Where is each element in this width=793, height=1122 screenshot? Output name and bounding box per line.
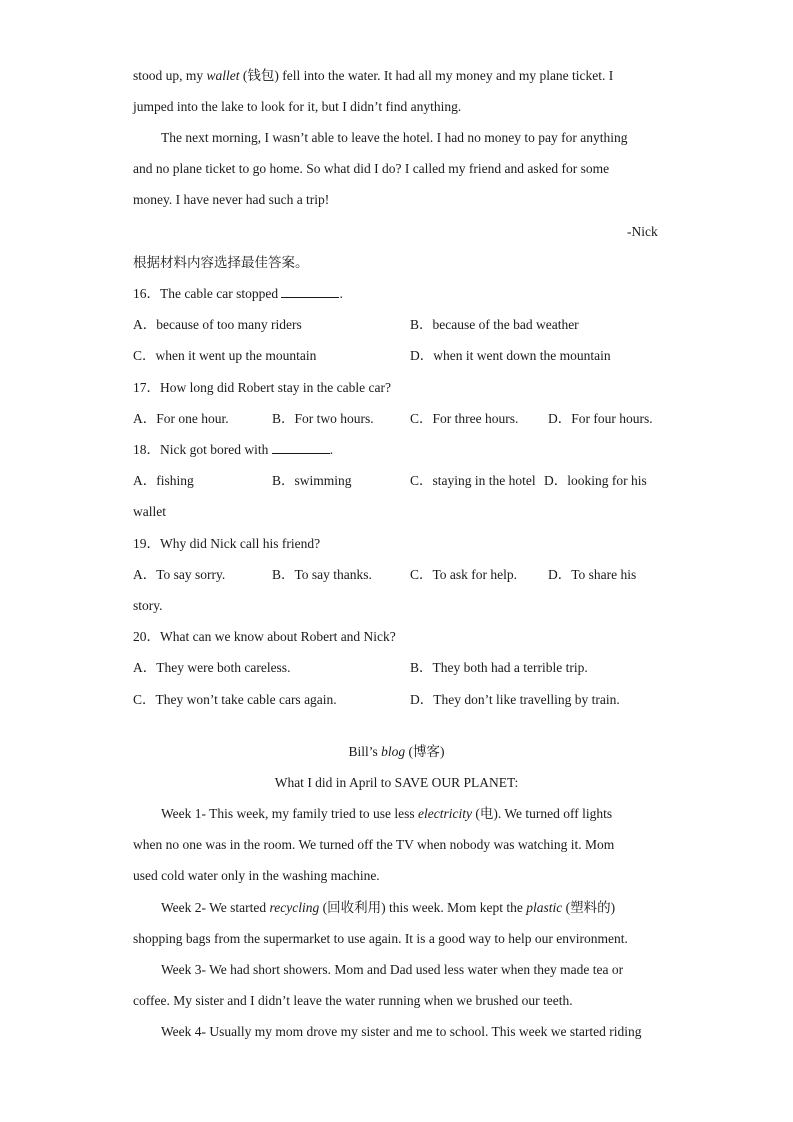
blog-line: used cold water only in the washing machine. <box>133 868 380 883</box>
question-16: 16．The cable car stopped . <box>133 286 343 301</box>
blog-line: coffee. My sister and I didn’t leave the water running when we brushed our teeth. <box>133 993 573 1008</box>
option-16-a: A．because of too many riders <box>133 317 302 332</box>
option-19-d-continued: story. <box>133 598 163 613</box>
passage-line: money. I have never had such a trip! <box>133 192 330 207</box>
option-16-d: D．when it went down the mountain <box>410 348 611 363</box>
option-19-a: A．To say sorry. <box>133 567 226 582</box>
signature: -Nick <box>627 224 658 239</box>
question-17: 17．How long did Robert stay in the cable car? <box>133 380 391 395</box>
option-20-b: B．They both had a terrible trip. <box>410 660 588 675</box>
option-17-c: C．For three hours. <box>410 411 519 426</box>
option-19-b: B．To say thanks. <box>272 567 372 582</box>
option-18-a: A．fishing <box>133 473 194 488</box>
option-16-c: C．when it went up the mountain <box>133 348 317 363</box>
option-19-d: D．To share his <box>548 567 637 582</box>
blog-subtitle: What I did in April to SAVE OUR PLANET: <box>274 775 519 790</box>
option-20-c: C．They won’t take cable cars again. <box>133 692 337 707</box>
option-17-d: D．For four hours. <box>548 411 653 426</box>
option-20-d: D．They don’t like travelling by train. <box>410 692 620 707</box>
instruction: 根据材料内容选择最佳答案。 <box>133 255 309 270</box>
question-18: 18．Nick got bored with . <box>133 442 334 457</box>
option-18-d: D．looking for his <box>544 473 647 488</box>
option-18-b: B．swimming <box>272 473 352 488</box>
blog-line: when no one was in the room. We turned off the TV when nobody was watching it. Mom <box>133 837 615 852</box>
blog-week-4: Week 4- Usually my mom drove my sister and me to school. This week we started riding <box>161 1024 642 1039</box>
blog-week-3: Week 3- We had short showers. Mom and Dad used less water when they made tea or <box>161 962 624 977</box>
passage-line: jumped into the lake to look for it, but I didn’t find anything. <box>133 99 462 114</box>
blog-week-2: Week 2- We started recycling (回收利用) this week. Mom kept the plastic (塑料的) <box>161 900 616 915</box>
option-20-a: A．They were both careless. <box>133 660 291 675</box>
answer-blank <box>281 285 339 298</box>
passage-line: and no plane ticket to go home. So what did I do? I called my friend and asked for some <box>133 161 610 176</box>
answer-blank <box>272 441 330 454</box>
option-16-b: B．because of the bad weather <box>410 317 579 332</box>
option-18-c: C．staying in the hotel <box>410 473 536 488</box>
option-17-b: B．For two hours. <box>272 411 374 426</box>
option-19-c: C．To ask for help. <box>410 567 518 582</box>
question-19: 19．Why did Nick call his friend? <box>133 536 321 551</box>
passage-line: The next morning, I wasn’t able to leave the hotel. I had no money to pay for anything <box>161 130 628 145</box>
blog-title: Bill’s blog (博客) <box>348 744 445 759</box>
blog-line: shopping bags from the supermarket to use again. It is a good way to help our environment. <box>133 931 628 946</box>
option-18-d-continued: wallet <box>133 504 166 519</box>
passage-line: stood up, my wallet (钱包) fell into the water. It had all my money and my plane ticket. I <box>133 68 614 83</box>
option-17-a: A．For one hour. <box>133 411 229 426</box>
question-20: 20．What can we know about Robert and Nick? <box>133 629 396 644</box>
blog-week-1: Week 1- This week, my family tried to use less electricity (电). We turned off lights <box>161 806 613 821</box>
